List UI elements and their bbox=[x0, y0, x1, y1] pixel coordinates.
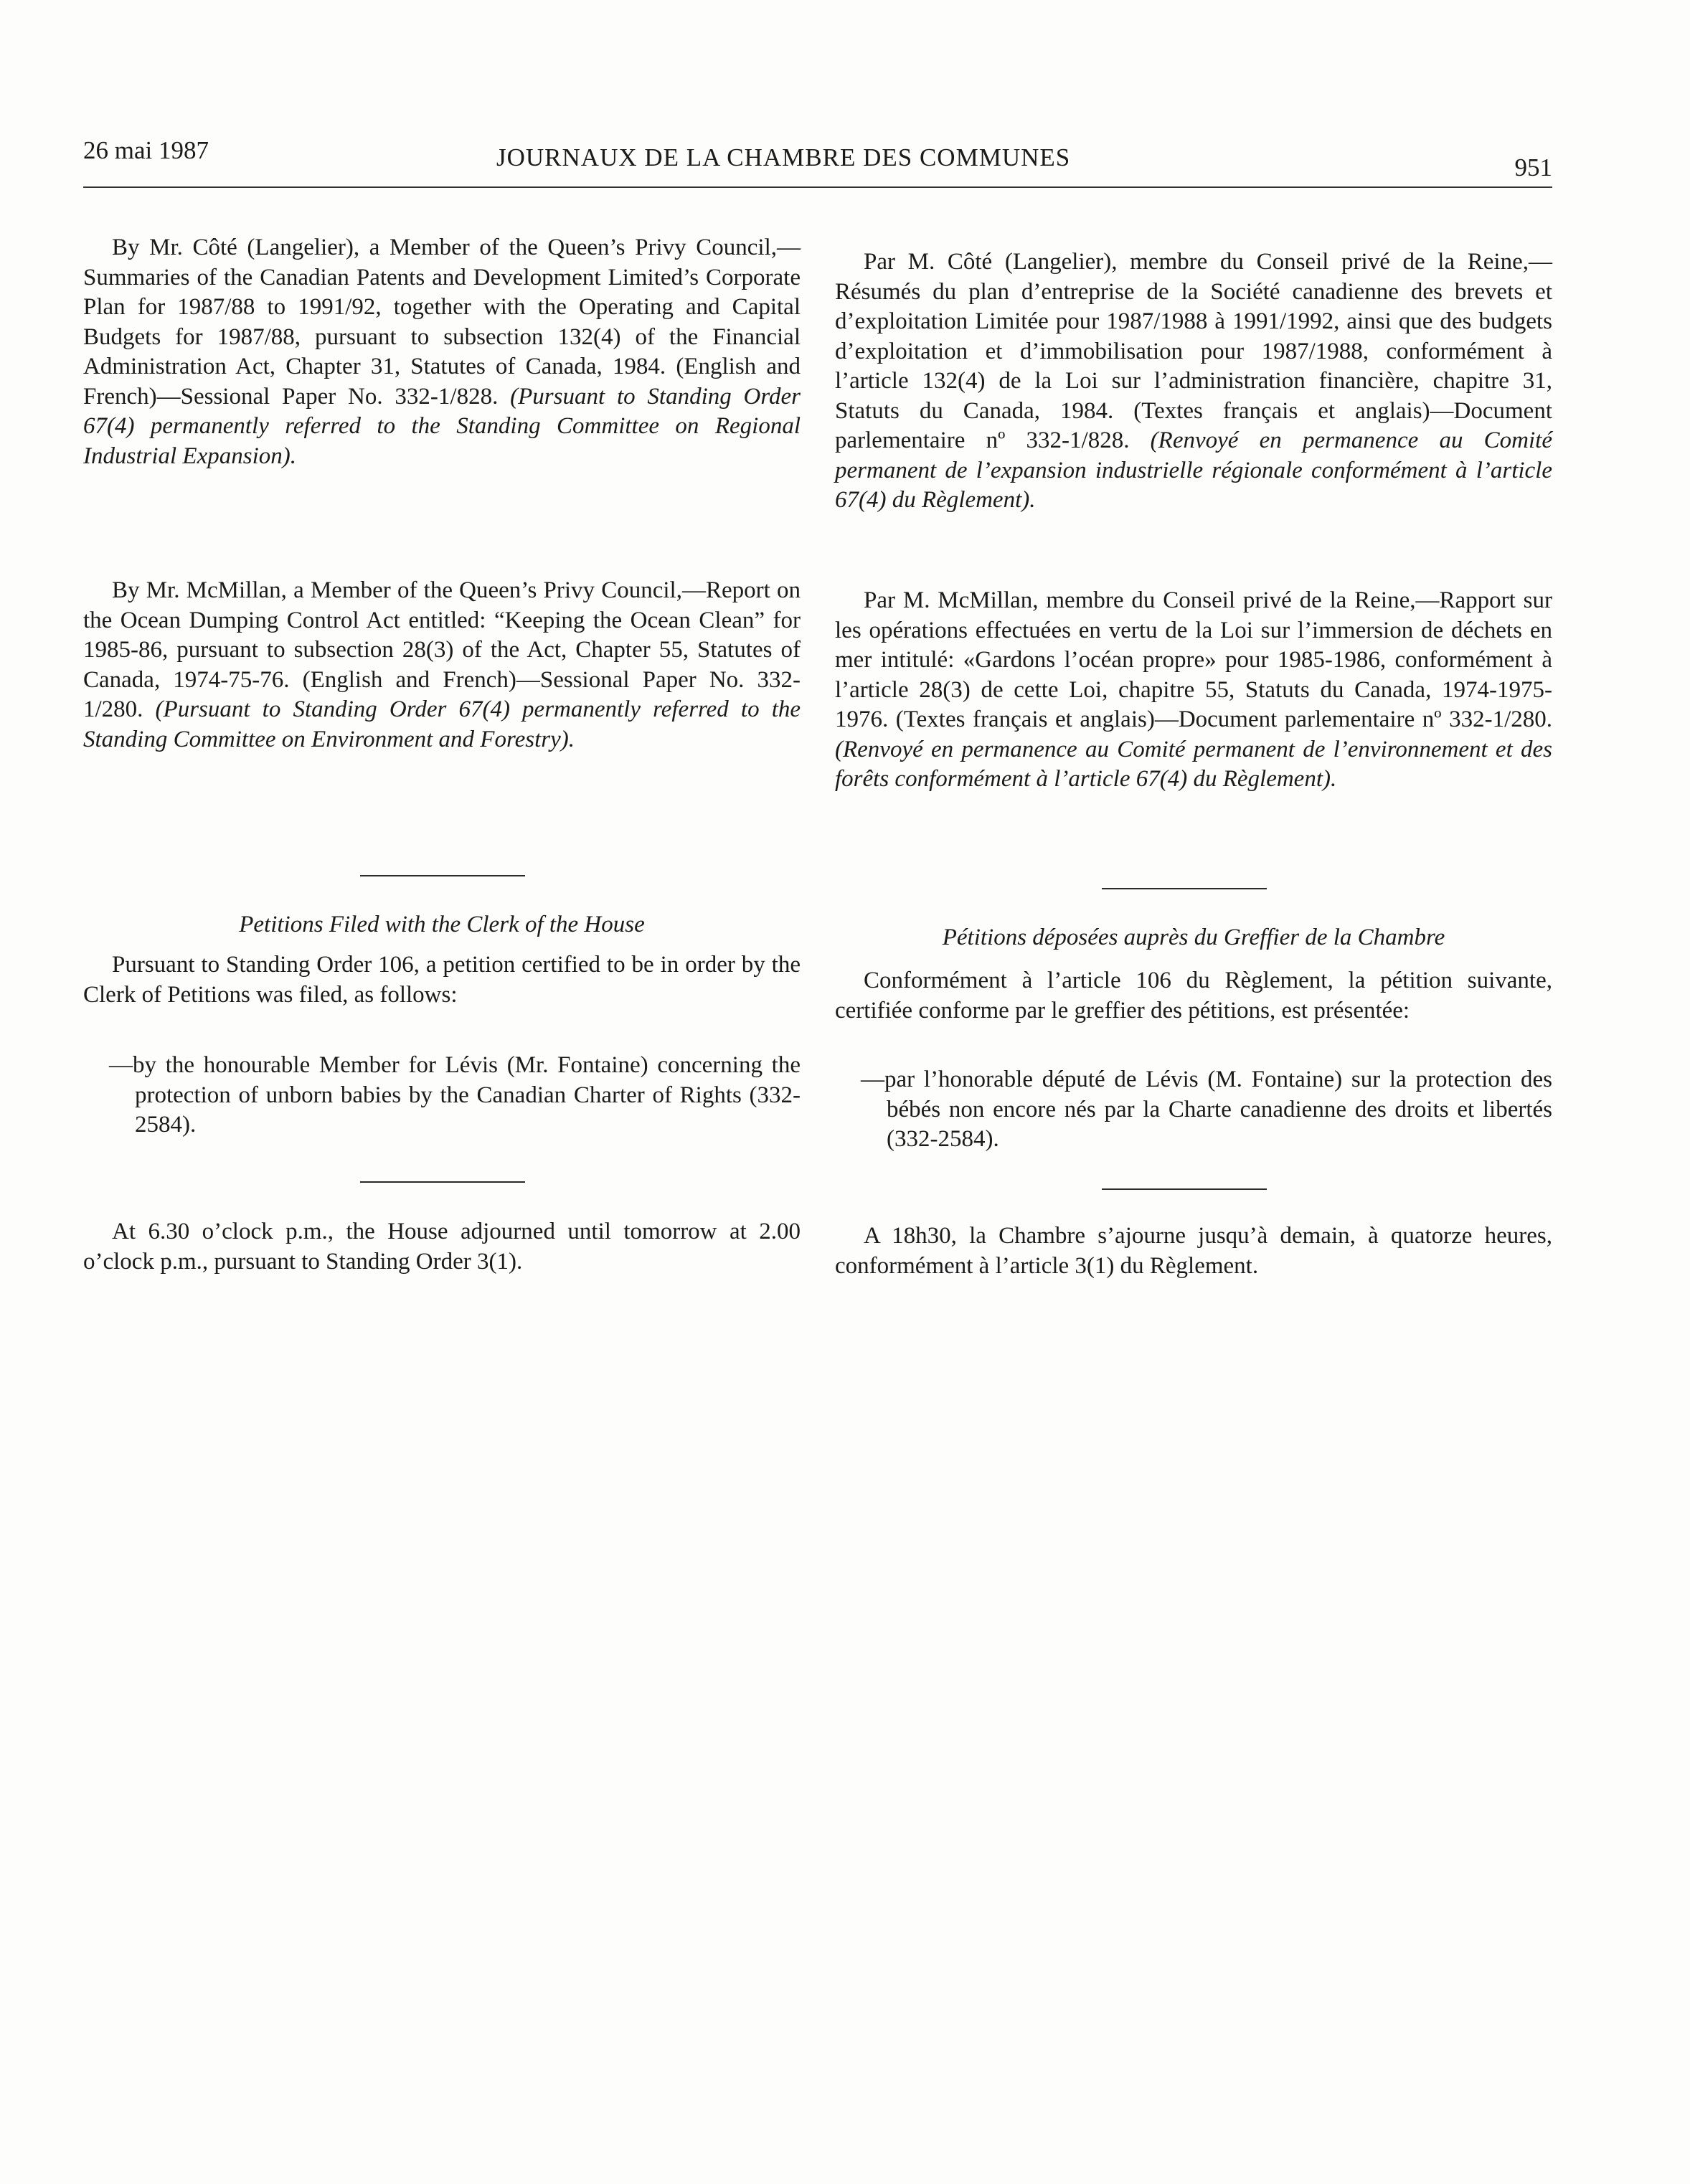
french-paper-cote-referral: (Renvoyé en permanence au Comité permanent de l’expansion industrielle régionale conformément à l’article 67(4) du Règlement). bbox=[835, 427, 1552, 513]
french-separator-2 bbox=[1102, 1188, 1267, 1190]
english-paper-cote-referral: (Pursuant to Standing Order 67(4) permanently referred to the Standing Committee on Regional Industrial Expansion). bbox=[83, 383, 801, 469]
header-rule bbox=[83, 186, 1552, 188]
french-petitions-heading: Pétitions déposées auprès du Greffier de la Chambre bbox=[942, 925, 1445, 950]
french-separator-1 bbox=[1102, 888, 1267, 889]
header-date: 26 mai 1987 bbox=[83, 136, 209, 164]
english-paper-cote bbox=[83, 233, 801, 471]
english-petition-item: —by the honourable Member for Lévis (Mr. Fontaine) concerning the protection of unborn babies by the Canadian Charter of Rights (332-2584). bbox=[109, 1052, 801, 1138]
english-petition-intro: Pursuant to Standing Order 106, a petition certified to be in order by the Clerk of Petitions was filed, as follows: bbox=[83, 952, 801, 1008]
header-title: JOURNAUX DE LA CHAMBRE DES COMMUNES bbox=[496, 143, 1071, 171]
french-paper-cote bbox=[835, 247, 1552, 516]
english-separator-2 bbox=[360, 1181, 525, 1183]
english-paper-mcmillan-text: By Mr. McMillan, a Member of the Queen’s Privy Council,—Report on the Ocean Dumping Control Act entitled: “Keeping the Ocean Clean” for 1985-86, pursuant to subsection 28(3) of the Act, Chapter 55, Statutes of Canada, 1974-75-76. (English and French)—Sessional Paper No. 332-1/280. bbox=[83, 577, 801, 722]
english-petitions-heading: Petitions Filed with the Clerk of the House bbox=[239, 912, 645, 937]
french-paper-mcmillan bbox=[835, 586, 1552, 795]
page-number: 951 bbox=[1514, 153, 1552, 181]
english-paper-mcmillan-referral: (Pursuant to Standing Order 67(4) permanently referred to the Standing Committee on Environment and Forestry). bbox=[83, 696, 801, 752]
french-petition-item: —par l’honorable député de Lévis (M. Fontaine) sur la protection des bébés non encore nés par la Charte canadienne des droits et libertés (332-2584). bbox=[861, 1067, 1552, 1152]
english-paper-mcmillan bbox=[83, 576, 801, 755]
french-adjournment: A 18h30, la Chambre s’ajourne jusqu’à demain, à quatorze heures, conformément à l’article 3(1) du Règlement. bbox=[835, 1223, 1552, 1279]
french-paper-mcmillan-referral: (Renvoyé en permanence au Comité permanent de l’environnement et des forêts conformément à l’article 67(4) du Règlement). bbox=[835, 736, 1552, 792]
page-header bbox=[83, 136, 1552, 186]
french-paper-mcmillan-text: Par M. McMillan, membre du Conseil privé de la Reine,—Rapport sur les opérations effectuées en vertu de la Loi sur l’immersion de déchets en mer intitulé: «Gardons l’océan propre» pour 1985-1986, conformément à l’article 28(3) de cette Loi, chapitre 55, Statuts du Canada, 1974-1975-1976. (Textes français et anglais)—Document parlementaire nº 332-1/280. bbox=[835, 587, 1552, 732]
english-separator-1 bbox=[360, 875, 525, 876]
english-adjournment: At 6.30 o’clock p.m., the House adjourned until tomorrow at 2.00 o’clock p.m., pursuant to Standing Order 3(1). bbox=[83, 1219, 801, 1275]
french-petition-intro: Conformément à l’article 106 du Règlement, la pétition suivante, certifiée conforme par le greffier des pétitions, est présentée: bbox=[835, 968, 1552, 1024]
french-paper-cote-text: Par M. Côté (Langelier), membre du Conseil privé de la Reine,—Résumés du plan d’entreprise de la Société canadienne des brevets et d’exploitation Limitée pour 1987/1988 à 1991/1992, ainsi que des budgets d’exploitation et d’immobilisation pour 1987/1988, conformément à l’article 132(4) de la Loi sur l’administration financière, chapitre 31, Statuts du Canada, 1984. (Textes français et anglais)—Document parlementaire nº 332-1/828. bbox=[835, 249, 1552, 453]
english-paper-cote-text: By Mr. Côté (Langelier), a Member of the Queen’s Privy Council,—Summaries of the Canadian Patents and Development Limited’s Corporate Plan for 1987/88 to 1991/92, together with the Operating and Capital Budgets for 1987/88, pursuant to subsection 132(4) of the Financial Administration Act, Chapter 31, Statutes of Canada, 1984. (English and French)—Sessional Paper No. 332-1/828. bbox=[83, 235, 801, 410]
